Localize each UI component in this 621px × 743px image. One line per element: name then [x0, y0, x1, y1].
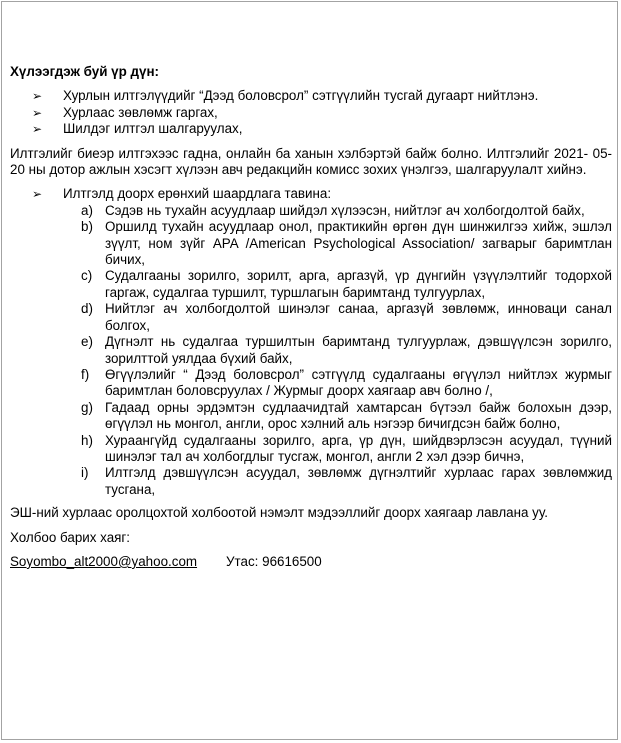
- document-body: [10, 64, 612, 578]
- requirement-letter: h): [81, 432, 93, 448]
- requirement-item: [10, 400, 612, 433]
- requirement-text: Илтгэлд дэвшүүлсэн асуудал, зөвлөмж дүгнэлтийг хурлаас гарах зөвлөмжид тусгана,: [105, 465, 612, 497]
- requirement-text: Судалгааны зорилго, зорилт, арга, аргазүй, үр дүнгийн үзүүлэлтийг тодорхой гаргаж, судалгаа туршилт, туршлагын баримтанд тулгуурлах,: [105, 268, 612, 300]
- results-heading: Хүлээгдэж буй үр дүн:: [10, 64, 160, 79]
- requirements-intro: Илтгэлд доорх ерөнхий шаардлага тавина:: [63, 186, 332, 202]
- requirement-letter: i): [81, 465, 89, 481]
- requirements-list: [63, 203, 612, 498]
- requirement-text: Өгүүлэлийг “ Дээд боловсрол” сэтгүүлд судалгааны өгүүлэл нийтлэх журмыг баримтлан боловсруулах / Журмыг доорх хаягаар авч болно /,: [105, 366, 612, 399]
- requirement-text: Оршилд тухайн асуудлаар онол, практикийн өргөн дүн шинжилгээ хийж, эшлэл зүүлт, ном зүйг APA /American Psychological Association/ загварыг баримтлан бичих,: [105, 219, 612, 268]
- requirement-item: [10, 268, 612, 301]
- requirement-letter: b): [81, 219, 93, 235]
- requirements-block: [10, 186, 612, 498]
- arrow-bullet-icon: ➢: [32, 89, 43, 104]
- requirement-letter: a): [81, 202, 93, 218]
- requirement-item: [10, 367, 612, 400]
- arrow-bullet-icon: ➢: [32, 105, 43, 120]
- requirement-letter: g): [81, 399, 93, 415]
- contact-label: Холбоо барих хаяг:: [10, 529, 131, 545]
- list-item: [10, 88, 612, 104]
- list-item-text: Шилдэг илтгэл шалгаруулах,: [63, 121, 243, 137]
- list-item-text: Хурлаас зөвлөмж гаргах,: [63, 104, 218, 120]
- requirement-text: Нийтлэг ач холбогдолтой шинэлэг санаа, аргазүй зөвлөмж, инноваци санал болгох,: [105, 301, 612, 333]
- requirement-text: Дүгнэлт нь судалгаа туршилтын баримтанд тулгуурлаж, дэвшүүлсэн зорилго, зорилттой уялдаа бүхий байх,: [105, 334, 612, 366]
- requirement-item: [10, 203, 612, 219]
- requirement-item: [10, 465, 612, 498]
- requirement-item: [10, 334, 612, 367]
- requirement-item: [10, 301, 612, 334]
- requirement-item: [10, 433, 612, 466]
- requirement-text: Гадаад орны эрдэмтэн судлаачидтай хамтарсан бүтээл байж болохын дээр, өгүүлэл нь монгол, англи, орос хэлний аль нэгээр бичигдсэн байж болно,: [105, 399, 612, 432]
- arrow-bullet-icon: ➢: [32, 122, 43, 137]
- results-list: [10, 88, 612, 137]
- requirement-letter: d): [81, 301, 93, 317]
- requirement-text: Хураангүйд судалгааны зорилго, арга, үр дүн, шийдвэрлэсэн асуудал, түүний шинэлэг тал ач холбогдлыг тусгаж, монгол, англи 2 хэл дээр бичнэ,: [105, 432, 612, 464]
- email-link[interactable]: Soyombo_alt2000@yahoo.com: [10, 553, 198, 569]
- requirement-letter: c): [81, 268, 93, 284]
- list-item: [10, 121, 612, 137]
- requirement-item: [10, 219, 612, 268]
- submission-paragraph: Илтгэлийг биеэр илтгэхээс гадна, онлайн ба ханын хэлбэртэй байж болно. Илтгэлийг 2021- 05- 20 ны дотор ажлын хэсэгт хүлээн авч редакцийн комисс зохих үнэлгээ, шалгаруулалт хийнэ.: [10, 145, 612, 178]
- arrow-bullet-icon: ➢: [32, 187, 43, 202]
- requirement-text: Сэдэв нь тухайн асуудлаар шийдэл хүлээсэн, нийтлэг ач холбогдолтой байх,: [105, 202, 585, 218]
- requirement-letter: f): [81, 366, 90, 382]
- contact-line: [10, 554, 612, 570]
- list-item-text: Хурлын илтгэлүүдийг “Дээд боловсрол” сэтгүүлийн тусгай дугаарт нийтлэнэ.: [63, 88, 539, 104]
- list-item: [10, 105, 612, 121]
- phone-number: Утас: 96616500: [226, 553, 322, 569]
- requirement-letter: e): [81, 334, 93, 350]
- info-paragraph: ЭШ-ний хурлаас оролцохтой холбоотой нэмэлт мэдээллийг доорх хаягаар лавлана уу.: [10, 505, 548, 521]
